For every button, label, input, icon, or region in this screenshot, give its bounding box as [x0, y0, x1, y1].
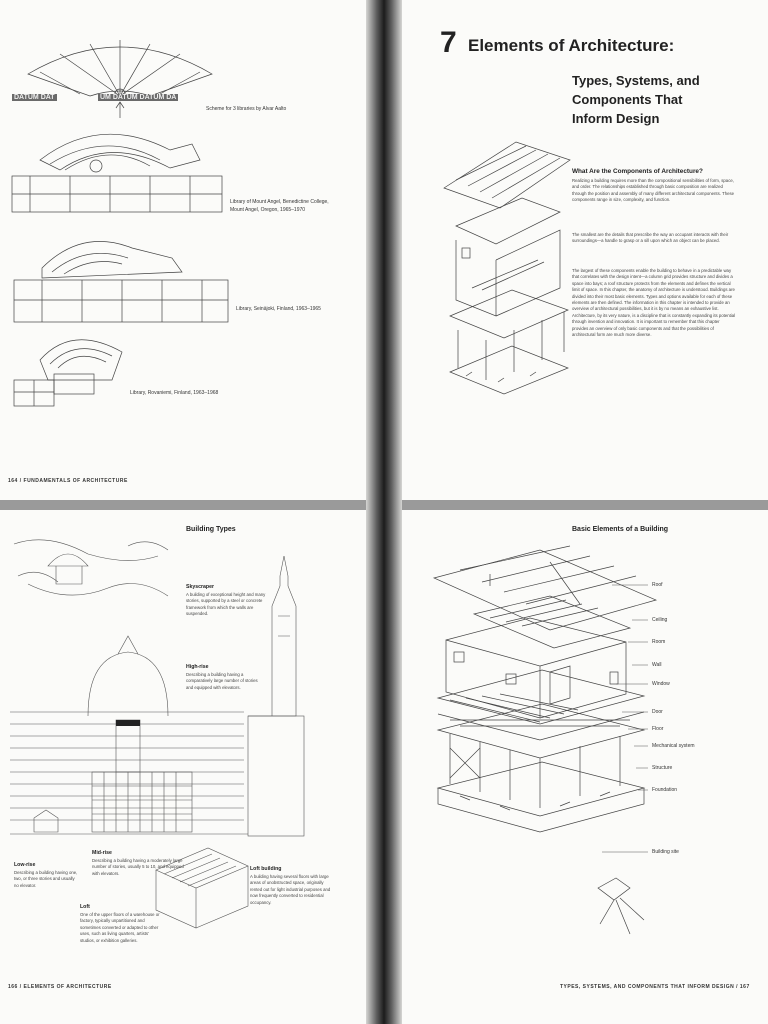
chapter-number: 7: [440, 26, 457, 59]
building-types-heading: Building Types: [186, 526, 236, 533]
loft-building-title: Loft building: [250, 866, 282, 872]
exploded-building-illustration-small: [442, 140, 572, 400]
intro-paragraph-1: Realizing a building requires more than the compositional sensibilities of form, space, and order. The relationships established through basic composition are realized through the position and assembly of many different architectural components. These components range in size, complexity, and function.: [572, 178, 735, 203]
intro-paragraph-3: The largest of these components enable the building to behave in a predictable way that correlates with the design intent—a column grid provides structure and divides a space into bays; a roof structure protects from the elements and defines the vertical limit of space. In this chapter, the anatomy of architecture is understood. Buildings are divided into their most basic elements. Types and options available for each of these elements are then defined. The information in this chapter is intended to provide an overview of architectural possibilities, but it is by no means an exhaustive list. Architecture, by its very nature, is a discipline that is constantly expanding its potential through invention and innovation. It is important to remember that this chapter provides an overview of only basic components and that the possibilities of architectural form are much more diverse.: [572, 268, 736, 338]
datum-label-1: DATUM DAT: [14, 94, 55, 101]
high-rise-title: High-rise: [186, 664, 209, 670]
loft-text: One of the upper floors of a warehouse or factory, typically unpartitioned and sometimes converted or adapted to other uses, such as living quarters, artists' studios, or exhibition galleries.: [80, 912, 160, 943]
caption-rovaniemi: Library, Rovaniemi, Finland, 1963–1968: [130, 390, 219, 396]
caption-mount-angel: Library of Mount Angel, Benedictine College, Mount Angel, Oregon, 1965–1970: [230, 199, 329, 213]
folio-164: 164 / FUNDAMENTALS OF ARCHITECTURE: [8, 478, 128, 484]
mid-rise-text: Describing a building having a moderately large number of stories, usually 5 to 10, and equipped with elevators.: [92, 858, 184, 876]
loft-title: Loft: [80, 904, 90, 910]
mid-rise-title: Mid-rise: [92, 850, 112, 856]
label-mechanical-system: Mechanical system: [652, 743, 695, 749]
chapter-subtitle-line-3: Inform Design: [572, 111, 660, 126]
chapter-subtitle-line-2: Components That: [572, 92, 683, 107]
seinajoki-plan: [12, 228, 232, 328]
folio-167: TYPES, SYSTEMS, AND COMPONENTS THAT INFORM DESIGN / 167: [560, 984, 750, 990]
chapter-subtitle-line-1: Types, Systems, and: [572, 73, 700, 88]
low-rise-title: Low-rise: [14, 862, 36, 868]
basic-elements-heading: Basic Elements of a Building: [572, 526, 669, 533]
label-floor: Floor: [652, 726, 664, 732]
caption-seinajoki: Library, Seinäjoki, Finland, 1963–1965: [236, 306, 321, 312]
high-rise-text: Describing a building having a comparatively large number of stories and equipped with elevators.: [186, 672, 258, 690]
label-window: Window: [652, 681, 670, 687]
aalto-scheme-drawing: [20, 34, 220, 134]
skyscraper-title: Skyscraper: [186, 584, 214, 590]
folio-166: 166 / ELEMENTS OF ARCHITECTURE: [8, 984, 112, 990]
label-structure: Structure: [652, 765, 673, 771]
intro-paragraph-2: The smallest are the details that prescribe the way an occupant interacts with their surroundings—a handle to grasp or a sill upon which an object can be placed.: [572, 232, 729, 244]
label-building-site: Building site: [652, 849, 679, 855]
mount-angel-plan: [10, 120, 230, 220]
section-heading: What Are the Components of Architecture?: [572, 168, 703, 175]
rovaniemi-plan: [12, 330, 142, 410]
skyscraper-text: A building of exceptional height and many stories, supported by a steel or concrete framework from which the walls are suspended.: [186, 592, 266, 617]
label-wall: Wall: [652, 662, 662, 668]
label-ceiling: Ceiling: [652, 617, 668, 623]
label-door: Door: [652, 709, 663, 715]
label-room: Room: [652, 639, 666, 645]
label-roof: Roof: [652, 582, 663, 588]
low-rise-text: Describing a building having one, two, or three stories and usually no elevator.: [14, 870, 78, 888]
caption-aalto: Scheme for 3 libraries by Alvar Aalto: [206, 106, 287, 112]
datum-label-2: UM DATUM DATUM DA: [100, 94, 177, 101]
label-foundation: Foundation: [652, 787, 678, 793]
loft-building-text: A building having several floors with large areas of unobstructed space, originally rented out for light industrial purposes and now frequently converted to residential occupancy.: [250, 874, 331, 905]
chapter-title: Elements of Architecture:: [468, 36, 675, 55]
